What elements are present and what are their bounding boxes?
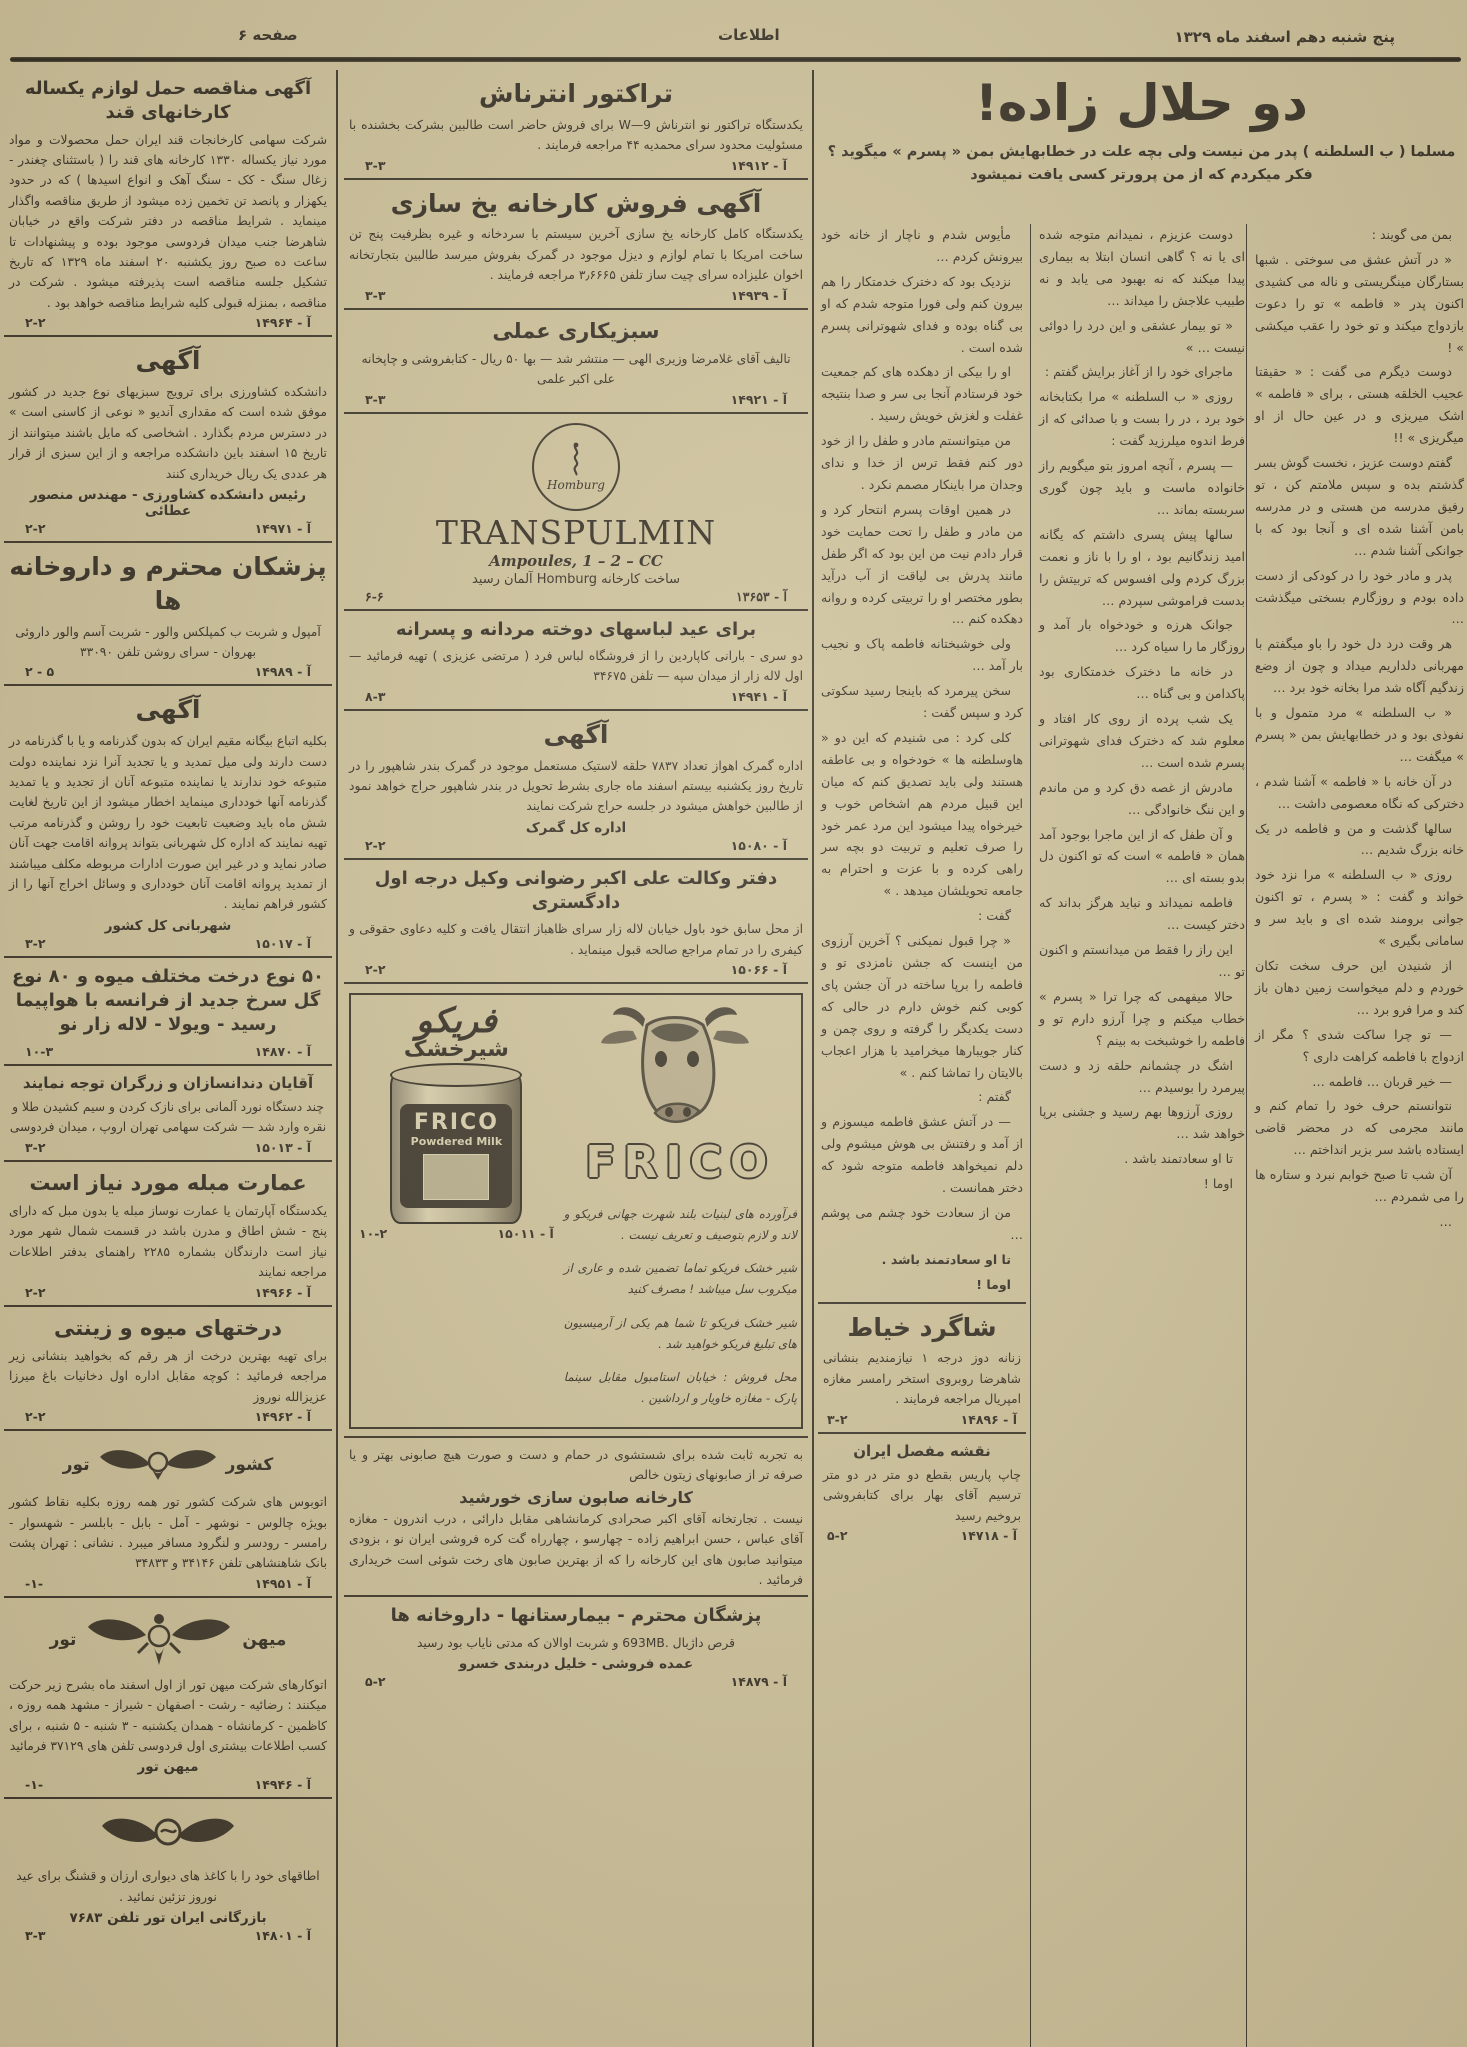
transpulmin-wordmark: TRANSPULMIN bbox=[435, 512, 717, 552]
paragraph: نتوانستم حرف خود را تمام کنم و مانند مجرمی که در محضر قاضی ایستاده باشد سر بزیر انداختم … bbox=[1255, 1098, 1464, 1158]
ad-body: اتوبوس های شرکت کشور تور همه روزه بکلیه نقاط کشور بویژه چالوس - نوشهر - آمل - بابل - بابلسر - شهسوار - رامسر - رودسر و لنگرود مسافر میبرد . نشانی : تهران پشت بانک شاهنشاهی تلفن ۳۴۱۴۶ و ۳۴۸۳۳ bbox=[9, 1495, 327, 1571]
ad-ref-number: آ - ۱۴۷۱۸ bbox=[960, 1528, 1017, 1544]
paragraph: — پسرم ، آنچه امروز بتو میگویم راز خانواده ماست و باید چون گوری سربسته بماند … bbox=[1039, 458, 1245, 517]
ad-ref-number: آ - ۱۳۶۵۳ bbox=[736, 588, 787, 604]
ad-footer bbox=[349, 390, 803, 407]
homburg-script: Homburg bbox=[547, 477, 605, 492]
paragraph: من میتوانستم مادر و طفل را از خود دور کنم فقط ترس از خدا و ندای وجدان مرا باینکار مصمم نکرد . bbox=[821, 433, 1023, 492]
ad-run-count: ۲-۲ bbox=[25, 1409, 46, 1425]
ad-title: آگهی bbox=[543, 719, 609, 749]
winged-disc-icon bbox=[98, 1810, 238, 1862]
ad-title: برای عید لباسهای دوخته مردانه و پسرانه bbox=[395, 618, 757, 640]
ad-run-count: ۳-۲ bbox=[25, 935, 46, 951]
paragraph: سالها گذشت و من و فاطمه در یک خانه بزرگ شدیم … bbox=[1255, 820, 1464, 858]
ad-signature: رئیس دانشکده کشاورزی - مهندس منصور عطائی bbox=[29, 487, 307, 520]
ad-customs-tire-auction bbox=[344, 711, 808, 860]
ad-run-count: ۳-۳ bbox=[365, 391, 386, 407]
article-header bbox=[820, 70, 1463, 187]
ad-body: برای تهیه بهترین درخت از هر رقم که بخواهید بنشانی زیر مراجعه فرمائید : کوچه مقابل اداره اول دخانیات باغ میرزا عزیزالله نوروز bbox=[9, 1349, 327, 1404]
ad-title: دفتر وکالت علی اکبر رضوانی وکیل درجه اول دادگستری bbox=[374, 867, 778, 914]
ad-body: به تجربه ثابت شده برای شستشوی در حمام و دست و صورت هیچ صابونی بهتر و یا صرفه تر از صابونهای زیتون خالص bbox=[349, 1448, 803, 1483]
paragraph: من از سعادت خود چشم می پوشم … bbox=[821, 1204, 1023, 1242]
ad-fruit-ornamental-trees bbox=[4, 1307, 332, 1432]
ads-column-left bbox=[4, 70, 332, 2043]
ad-footer bbox=[9, 1283, 327, 1300]
ad-footer bbox=[9, 313, 327, 330]
ad-ref-number: آ - ۱۴۹۳۹ bbox=[730, 287, 787, 303]
paragraph: مادرش از غصه دق کرد و من ماندم و این ننگ خانوادگی … bbox=[1039, 779, 1245, 817]
ad-lawyer-office bbox=[344, 860, 808, 984]
ad-title: پزشکان محترم و داروخانه ها bbox=[9, 552, 327, 615]
paragraph: گفتم دوست عزیز ، نخست گوش بسر گذشتم بده و سپس ملامتم کن ، تو رفیق مدرسه من هستی و در مدرسه بامن آشنا شده ای و آنجا بود که با جوانکی آشنا شدم … bbox=[1255, 455, 1464, 558]
ad-ref-number: آ - ۱۴۹۷۱ bbox=[254, 521, 311, 537]
article-column-3-text bbox=[818, 224, 1026, 1246]
ad-footer bbox=[349, 836, 803, 853]
paragraph: شیر خشک فریکو تا شما هم یکی از آرمیسیون های تبلیغ فریکو خواهید شد . bbox=[563, 1315, 797, 1351]
ad-run-count: ۳-۲ bbox=[25, 1139, 46, 1155]
ad-footer bbox=[9, 1574, 327, 1591]
ad-ref-number: آ - ۱۴۹۱۲ bbox=[730, 157, 787, 173]
paragraph: روزی آرزوها بهم رسید و جشنی برپا خواهد شد … bbox=[1039, 1104, 1245, 1142]
ad-body: چاپ پاریس بقطع دو متر در دو متر ترسیم آقای بهار برای کتابفروشی بروخیم رسید bbox=[823, 1467, 1021, 1523]
ad-ref-number: آ - ۱۵۰۱۳ bbox=[254, 1139, 311, 1155]
article-column-2 bbox=[1036, 224, 1248, 2043]
ad-run-count: -۱- bbox=[25, 1777, 44, 1793]
faravahar-icon bbox=[84, 1609, 234, 1671]
paragraph: روزی « ب السلطنه » مرا بکتابخانه خود برد ، در را بست و با صدائی که از فرط اندوه میلرزید گفت : bbox=[1039, 389, 1245, 449]
ad-run-count: ۳-۳ bbox=[365, 157, 386, 173]
paragraph: در آن خانه با « فاطمه » آشنا شدم ، دخترکی که نگاه معصومی داشت … bbox=[1255, 773, 1464, 811]
ad-body: دانشکده کشاورزی برای ترویج سبزیهای نوع جدید در کشور موفق شده است که مقداری آندیو « نوعی از کاسنی است » در دسترس مردم بگذارد . اشخاصی که مایل باشند میتوانند از تاریخ ۱۵ اسفند باین دانشکده مراجعه و از این سبزی از قرار هر عددی یک ریال خریداری کنند bbox=[9, 385, 327, 481]
ad-title: سبزیکاری عملی bbox=[492, 318, 660, 343]
article-headline: دو حلال زاده! bbox=[975, 74, 1308, 132]
paragraph: محل فروش : خیابان استامبول مقابل سینما پارک - مغازه خاویار و ارداشین . bbox=[563, 1369, 797, 1405]
paragraph: نزدیک بود که دخترک خدمتکار را هم بیرون کنم ولی فورا متوجه شدم که او بی گناه بوده و فدای شهوترانی پسرم شده است . bbox=[821, 273, 1023, 355]
ad-title: ۵۰ نوع درخت مختلف میوه و ۸۰ نوع گل سرخ جدید از فرانسه با هواپیما رسید - ویولا - لاله زار نو bbox=[12, 965, 324, 1036]
article-column-1 bbox=[1252, 224, 1467, 2043]
ad-title: درختهای میوه و زینتی bbox=[53, 1315, 283, 1340]
paragraph: از شنیدن این حرف سخت تکان خوردم و دلم میخواست زمین دهان باز کند و مرا فرو برد … bbox=[1255, 958, 1464, 1017]
ad-footer bbox=[9, 519, 327, 536]
paragraph: آن شب تا صبح خوابم نبرد و ستاره ها را می شمردم … bbox=[1255, 1167, 1464, 1205]
ad-run-count: ۲-۲ bbox=[25, 1284, 46, 1300]
ad-run-count: ۶-۶ bbox=[365, 588, 384, 604]
paragraph: « ب السلطنه » مرد متمول و با نفوذی بود و در خطابهایش بمن « پسرم » میگفت … bbox=[1255, 705, 1464, 764]
ad-tailor-apprentice bbox=[818, 1302, 1026, 1434]
ad-keshvar-tour-bus bbox=[4, 1431, 332, 1598]
ad-iran-map bbox=[818, 1434, 1026, 1548]
paper-name: اطلاعات bbox=[718, 26, 780, 44]
can-subtitle: Powdered Milk bbox=[410, 1135, 503, 1149]
paragraph: دوست عزیزم ، نمیدانم متوجه شده ای یا نه ؟ گاهی انسان ابتلا به بیماری پیدا میکند که نه بهبود می یابد و نه طبیب علاجش را میداند … bbox=[1039, 227, 1245, 308]
ad-ref-number: آ - ۱۵۰۸۰ bbox=[730, 837, 787, 853]
ad-footer bbox=[355, 1226, 558, 1241]
ad-body: یکدستگاه آپارتمان یا عمارت نوساز مبله یا بدون مبل که دارای پنج - شش اطاق و مدرن باشد در قسمت شمال شهر مورد نیاز است دارندگان بشماره ۲۲۸۵ راهنمای بدفتر اطلاعات مراجعه نمایند bbox=[9, 1204, 327, 1280]
paragraph: روزی « ب السلطنه » مرا نزد خود خواند و گفت : « پسرم ، تو اکنون جوانی برومند شده ای و باید سر و سامانی بگیری » bbox=[1255, 867, 1464, 949]
paragraph: « تو بیمار عشقی و این درد را دوائی نیست … » bbox=[1039, 317, 1245, 355]
ad-signature: عمده فروشی - خلیل دربندی خسرو bbox=[458, 1656, 694, 1673]
paragraph: دوست دیگرم می گفت : « حقیقتا عجیب الخلقه هستی ، برای « فاطمه » اشک میریزی و در عین حال از او میگریزی » !! bbox=[1255, 364, 1464, 446]
transpulmin-made-in: ساخت کارخانه Homburg آلمان رسید bbox=[472, 571, 680, 587]
ad-body: قرص داژبال ‎693MB.‎ و شربت اوالان که مدتی نایاب بود رسید bbox=[416, 1635, 736, 1650]
ad-sugar-tender bbox=[4, 70, 332, 337]
ad-signature: بازرگانی ایران تور تلفن ۷۶۸۳ bbox=[69, 1910, 267, 1927]
ad-run-count: ۲-۲ bbox=[25, 521, 46, 537]
frico-copy bbox=[564, 1204, 797, 1409]
paragraph: و آن طفل که از این ماجرا بوجود آمد همان « فاطمه » است که تو اکنون دل بدو بسته ای … bbox=[1039, 826, 1245, 886]
ad-ref-number: آ - ۱۴۹۲۱ bbox=[730, 391, 787, 407]
ad-ref-number: آ - ۱۴۹۵۱ bbox=[254, 1575, 311, 1591]
ad-body: بکلیه اتباع بیگانه مقیم ایران که بدون گذرنامه و یا با گذرنامه در دست دارند ولی میل تمدید و یا تجدید آنرا نزد نماینده دولت متبوعه خود ندارند یا نماینده متبوعه آنان از تجدید و یا تمدید گذرنامه آنها خودداری مینماید اخطار میشود از این تاریخ لغایت شش ماه باید وضعیت تابعیت خود را روشن و گذرنامه مرتب تهیه نمایند که اداره کل شهربانی بتواند پروانه اقامت جهت آنان صادر نماید و در غیر این صورت ادارات مربوطه مکلف میباشند از تمدید پروانه اقامت آنان خودداری و وسائل اخراج آنها را از کشور فراهم نمایند . bbox=[9, 734, 327, 912]
ad-title: آگهی مناقصه حمل لوازم یکساله کارخانهای قند bbox=[24, 78, 312, 124]
frico-can-illustration bbox=[390, 1070, 522, 1224]
paragraph: تا او سعادتمند باشد . bbox=[1124, 1151, 1233, 1167]
frico-outline-logo: FRICO bbox=[585, 1137, 776, 1189]
ad-body: اتوکارهای شرکت میهن تور از اول اسفند ماه بشرح زیر حرکت میکنند : رضائیه - رشت - اصفهان - شیراز - مشهد همه روزه ، کاظمین - کرمانشاه - همدان یکشنبه - ۳ شنبه - ۵ شنبه ، برای کسب اطلاعات بیشتری اول فردوسی تلفن های ۳۷۱۲۹ فرمائید bbox=[9, 1677, 327, 1754]
can-label-window bbox=[423, 1154, 489, 1200]
paragraph: فرآورده های لبنیات بلند شهرت جهانی فریکو و لاند و لازم بتوصیف و تعریف نیست . bbox=[563, 1206, 797, 1243]
ad-ref-number: آ - ۱۴۸۷۰ bbox=[254, 1043, 311, 1059]
ad-pharma-wholesale bbox=[344, 1597, 808, 1694]
paragraph: — تو چرا ساکت شدی ؟ مگر از ازدواج با فاطمه کراهت داری ؟ bbox=[1255, 1026, 1464, 1064]
winged-globe-icon bbox=[98, 1442, 218, 1488]
ad-frico-milk bbox=[344, 984, 808, 1438]
ad-footer bbox=[349, 960, 803, 977]
paragraph: مأیوس شدم و ناچار از خانه خود بیرونش کردم … bbox=[821, 227, 1023, 264]
ad-body: از محل سابق خود باول خیابان لاله زار سرای ظاهباز انتقال یافت و کلیه دعاوی حقوقی و کیفری را در تمام مراجع صالحه قبول مینماید . bbox=[349, 922, 803, 957]
ad-ref-number: آ - ۱۴۹۸۹ bbox=[254, 664, 311, 680]
paragraph: — خیر قربان … فاطمه … bbox=[1312, 1073, 1452, 1089]
ad-footer bbox=[823, 1410, 1021, 1427]
column-rule bbox=[336, 70, 338, 2047]
transpulmin-dose: Ampoules, 1 – 2 – CC bbox=[489, 551, 663, 570]
ad-run-count: ۲-۲ bbox=[365, 962, 386, 978]
ad-body: آمپول و شربت ب کمپلکس والور - شربت آسم والور داروئی بهروان - سرای روشن تلفن ۳۳۰۹۰ bbox=[15, 624, 321, 659]
paragraph: … bbox=[1439, 1213, 1452, 1229]
paragraph: گفتم : bbox=[978, 1089, 1011, 1105]
article-subhead: مسلما ( ب السلطنه ) پدر من نیست ولی بچه علت در خطابهایش بمن « پسرم » میگوید ؟ bbox=[827, 144, 1456, 160]
cow-head-illustration bbox=[585, 1116, 775, 1135]
ad-ref-number: آ - ۱۴۸۰۱ bbox=[254, 1928, 311, 1944]
iran-tour-emblem-row bbox=[9, 1810, 327, 1862]
column-rule bbox=[812, 70, 814, 2047]
paragraph: بمن می گویند : bbox=[1371, 227, 1452, 242]
paragraph: این راز را فقط من میدانستم و اکنون تو … bbox=[1039, 942, 1245, 979]
ad-run-count: -۱- bbox=[25, 1575, 44, 1591]
ad-furnished-building-wanted bbox=[4, 1162, 332, 1307]
ad-body: زنانه دوز درجه ۱ نیازمندیم بنشانی شاهرضا روبروی استخر رامسر مغازه امپریال مراجعه فرمایند . bbox=[823, 1351, 1021, 1407]
ad-footer bbox=[349, 687, 803, 704]
article-ending bbox=[818, 1249, 1026, 1296]
ad-doctors-pharmacies bbox=[4, 543, 332, 686]
caduceus-icon bbox=[563, 442, 589, 476]
ad-title: آگهی bbox=[135, 346, 201, 376]
ad-run-count: ۵-۲ bbox=[827, 1528, 848, 1544]
page-date: پنج شنبه دهم اسفند ماه ۱۳۲۹ bbox=[1174, 28, 1395, 46]
ad-footer bbox=[349, 156, 803, 173]
ad-body: نیست . تجارتخانه آقای اکبر صحرادی کرمانشاهی مقابل دارائی ، درب اندرون - مغازه آقای عباس ، حسن ابراهیم زاده - چهارسو ، چهارراه گت کره فروشی ایران نو ، بزودی میتوانید صابون های این کارخانه را که از بهترین صابون های رخت شوئی است خریداری فرمائید . bbox=[349, 1511, 803, 1588]
ad-ref-number: آ - ۱۴۹۶۶ bbox=[254, 1284, 311, 1300]
ad-ref-number: آ - ۱۴۸۹۶ bbox=[960, 1411, 1017, 1427]
paragraph: فاطمه نمیداند و نباید هرگز بداند که دختر کیست … bbox=[1039, 895, 1245, 933]
ad-body: یکدستگاه تراکتور نو انترناش W—9 برای فروش حاضر است طالبین بشرکت بخشنده با مسئولیت محدود سرای محمدیه ۴۴ مراجعه فرمایند . bbox=[349, 117, 803, 153]
ad-footer bbox=[349, 286, 803, 303]
brand-word: تور bbox=[62, 1455, 90, 1476]
paragraph: ماجرای خود را از آغاز برایش گفتم : bbox=[1044, 364, 1233, 380]
ad-ref-number: آ - ۱۵۰۱۱ bbox=[497, 1226, 554, 1242]
ad-run-count: ۳-۲ bbox=[827, 1411, 848, 1427]
ad-run-count: ۳-۳ bbox=[25, 1928, 46, 1944]
ad-title: آقایان دندانسازان و زرگران توجه نمایند bbox=[22, 1073, 314, 1092]
ad-run-count: ۱۰-۳ bbox=[25, 1043, 54, 1059]
ad-run-count: ۲-۲ bbox=[365, 837, 386, 853]
ad-police-passport-notice bbox=[4, 686, 332, 957]
ad-eid-clothes bbox=[344, 611, 808, 711]
ad-footer bbox=[9, 662, 327, 679]
frico-script-sub: شیرخشک bbox=[403, 1037, 509, 1063]
ad-footer bbox=[349, 587, 803, 604]
ad-trees-from-france bbox=[4, 958, 332, 1066]
ad-run-count: ۳-۳ bbox=[365, 287, 386, 303]
ad-footer bbox=[9, 1775, 327, 1792]
ad-footer bbox=[823, 1526, 1021, 1543]
ad-footer bbox=[9, 934, 327, 951]
ad-run-count: ۵-۲ bbox=[365, 1674, 386, 1690]
can-brand: FRICO bbox=[413, 1110, 499, 1136]
paragraph: در خانه ما دخترک خدمتکاری بود پاکدامن و بی گناه … bbox=[1039, 664, 1245, 702]
ad-run-count: ۵ - ۲ bbox=[25, 664, 55, 680]
ad-signature: میهن تور bbox=[137, 1759, 199, 1776]
article-subhead: فکر میکردم که از من پرورتر کسی یافت نمیشود bbox=[970, 167, 1313, 184]
paragraph: گفت : bbox=[978, 908, 1011, 924]
paragraph: حالا میفهمی که چرا ترا « پسرم » خطاب میکنم و چرا آرزو دارم تو و فاطمه را خوشبخت به بینم ؟ bbox=[1039, 988, 1245, 1048]
ad-body: یکدستگاه کامل کارخانه یخ سازی آخرین سیستم با سردخانه و غیره بظرفیت پنج تن ساخت امریکا با تمام لوازم و دیزل موجود در گمرک بفروش میرسد طالبین بتجارتخانه اخوان علیزاده سرای چیت ساز تلفن ۳٫۶۶۶۵ مراجعه فرمایند . bbox=[349, 227, 803, 283]
ad-agriculture-college bbox=[4, 337, 332, 543]
ad-soap-factory bbox=[344, 1438, 808, 1597]
ad-title: تراکتور انترناش bbox=[478, 79, 673, 108]
paragraph: اشگ در چشمانم حلقه زد و دست پیرمرد را بوسیدم … bbox=[1039, 1057, 1245, 1095]
ad-run-count: ۱۰-۲ bbox=[359, 1226, 388, 1242]
ad-footer bbox=[9, 1926, 327, 1943]
ad-title: نقشه مفصل ایران bbox=[853, 1441, 991, 1460]
ad-title: عمارت مبله مورد نیاز است bbox=[29, 1170, 307, 1195]
ad-title: شاگرد خیاط bbox=[847, 1312, 997, 1342]
paragraph: اوما ! bbox=[976, 1276, 1011, 1292]
mihan-tour-emblem-row bbox=[9, 1609, 327, 1671]
ad-footer bbox=[9, 1407, 327, 1424]
ad-body: دو سری - بارانی کاپاردین را از فروشگاه لباس فرد ( مرتضی عزیزی ) تهیه فرمائید — اول لاله زار از میدان سپه — تلفن ۳۴۶۷۵ bbox=[349, 648, 803, 684]
ad-run-count: ۸-۳ bbox=[365, 688, 386, 704]
keshvar-tour-emblem-row bbox=[9, 1442, 327, 1488]
ad-body: چند دستگاه نورد آلمانی برای نازک کردن و سیم کشیدن طلا و نقره وارد شد — شرکت سهامی تهران اروپ ، میدان فردوسی bbox=[9, 1099, 327, 1135]
ad-dentists-goldsmiths bbox=[4, 1066, 332, 1162]
ad-title: آگهی bbox=[135, 695, 201, 725]
brand-word: کشور bbox=[225, 1455, 274, 1476]
ad-ref-number: آ - ۱۴۸۷۹ bbox=[730, 1674, 787, 1690]
paragraph: « در آتش عشق می سوختی . شبها بستارگان مینگریستی و ناله می کشیدی اکنون پدر « فاطمه » تو را دعوت بازدواج میکند و تو خود را عقب میکشی » ! bbox=[1255, 251, 1464, 355]
ad-footer bbox=[9, 1138, 327, 1155]
ad-ref-number: آ - ۱۴۹۴۶ bbox=[254, 1777, 311, 1793]
paragraph: سالها پیش پسری داشتم که یگانه امید زندگانیم بود ، او را با ناز و نعمت بزرگ کردم ولی افسوس که تربیتش را بدست فراموشی سپردم … bbox=[1039, 526, 1245, 608]
ad-vegetable-book bbox=[344, 310, 808, 414]
ad-body: تالیف آقای غلامرضا وزیری الهی — منتشر شد — بها ۵۰ ریال - کتابفروشی و چاپخانه علی اکبر علمی bbox=[361, 351, 791, 387]
ad-title: آگهی فروش کارخانه یخ سازی bbox=[390, 188, 762, 218]
ad-footer bbox=[9, 1042, 327, 1059]
ad-footer bbox=[349, 1672, 803, 1689]
ad-run-count: ۲-۲ bbox=[25, 315, 46, 331]
soap-factory-name: کارخانه صابون سازی خورشید bbox=[459, 1487, 693, 1507]
paragraph: شیر خشک فریکو تماما تضمین شده و عاری از میکروب سل میباشد ! مصرف کنید bbox=[563, 1261, 797, 1297]
paragraph: — در آتش عشق فاطمه میسوزم و از آمد و رفتنش بی هوش میشوم ولی دلم نمیخواهد فاطمه متوجه شود که دختر همانست . bbox=[821, 1114, 1023, 1196]
ad-ref-number: آ - ۱۴۹۶۲ bbox=[254, 1409, 311, 1425]
homburg-logo bbox=[532, 423, 620, 511]
ad-tractor-internash bbox=[344, 70, 808, 180]
paragraph: کلی کرد : می شنیدم که این دو « هاوسلطنه ها » خودخواه و بی عاطفه هستند ولی باید تصدیق کنم که میان این قبیل مردم هم اشخاص خوب و خیرخواه پیدا میشود این مرد عمر خود را صرف تعلیم و تربیت دو بچه سر راهی کرده و با عزت و احترام به جامعه تحویلشان میدهد . » bbox=[821, 729, 1023, 899]
ad-ref-number: آ - ۱۴۹۶۴ bbox=[254, 315, 311, 331]
paragraph: او را بیکی از دهکده های کم جمعیت خود فرستادم آنجا بی سر و صدا بنتیجه غفلت و لغزش خویش رسید . bbox=[821, 364, 1023, 424]
paragraph: اوما ! bbox=[1203, 1176, 1233, 1192]
paragraph: ولی خوشبختانه فاطمه پاک و نجیب بار آمد … bbox=[821, 636, 1023, 674]
ad-body: شرکت سهامی کارخانجات قند ایران حمل محصولات و مواد مورد نیاز یکساله ۱۳۳۰ کارخانه های قند را ( باستثنای چغندر - زغال سنگ - کک - سنگ آهک و انواع اسیدها ) که در حدود یکهزار و پانصد تن تخمین زده میشود از طریق مناقصه واگذار مینماید . شرایط مناقصه در دفتر شرکت واقع در خیابان شاهرضا جنب میدان فردوسی موجود بوده و پیشنهادات تا ساعت ده صبح روز یکشنبه ۲۰ اسفند ماه ۱۳۲۹ که تاریخ تشکیل جلسه مناقصه است پذیرفته میشود . شرکت در مناقصه ، بمنزله قبولی کلیه شرایط مناقصه خواهد بود . bbox=[9, 132, 328, 310]
paragraph: هر وقت درد دل خود را باو میگفتم با مهربانی دلداریم میداد و چون از وضع زندگیم آگاه شد مرا بخانه خود برد … bbox=[1255, 636, 1464, 696]
paragraph: در همین اوقات پسرم انتحار کرد و من مادر و طفل را تحت حمایت خود قرار دادم نیت من این بود که اگر طفل مانند پدرش بی لیاقت از آب درآید بطور مختصر او را تربیتی کرده و روانه دهکده کنم … bbox=[821, 501, 1023, 627]
paragraph: سخن پیرمرد که باینجا رسید سکوتی کرد و سپس گفت : bbox=[821, 683, 1023, 721]
ad-ref-number: آ - ۱۵۰۱۷ bbox=[254, 935, 311, 951]
ads-column-middle bbox=[344, 70, 808, 2043]
paragraph: یک شب پرده از روی کار افتاد و معلوم شد که دخترک فدای شهوترانی پسرم شده است … bbox=[1039, 711, 1245, 770]
frico-script-title: فریکو bbox=[415, 1001, 497, 1042]
ad-ice-factory-sale bbox=[344, 180, 808, 310]
ad-body: اداره گمرک اهواز تعداد ۷۸۳۷ حلقه لاستیک مستعمل موجود در گمرک بندر شاهپور را در تاریخ روز یکشنبه بیستم اسفند ماه جاری بشرط تحویل در بندر شاهپور حراج خواهد نمود از طالبین خواهش میشود در جلسه حراج شرکت نمایند bbox=[349, 758, 804, 814]
ad-iran-tour-wallpaper bbox=[4, 1799, 332, 1948]
ad-signature: شهربانی کل کشور bbox=[104, 917, 232, 934]
paragraph: جوانک هرزه و خودخواه بار آمد و روزگار ما را سیاه کرد … bbox=[1039, 617, 1245, 655]
ad-ref-number: آ - ۱۵۰۶۶ bbox=[730, 962, 787, 978]
brand-word: تور bbox=[49, 1629, 77, 1650]
ad-transpulmin bbox=[344, 414, 808, 611]
paragraph: پدر و مادر خود را در کودکی از دست داده بودم و روزگارم بسختی میگذشت … bbox=[1255, 567, 1464, 627]
ad-body: اطاقهای خود را با کاغذ های دیواری ارزان و قشنگ برای عید نوروز تزئین نمائید . bbox=[16, 1869, 320, 1904]
brand-word: میهن bbox=[242, 1629, 287, 1650]
article-column-3 bbox=[818, 224, 1026, 2043]
ad-title: پزشگان محترم - بیمارستانها - داروخانه ها bbox=[390, 1605, 762, 1627]
column-rule bbox=[1030, 224, 1031, 2047]
ad-signature: اداره کل گمرک bbox=[525, 819, 627, 836]
paragraph: تا او سعادتمند باشد . bbox=[881, 1251, 1011, 1267]
ad-mihan-tour-bus bbox=[4, 1598, 332, 1800]
page-number: صفحه ۶ bbox=[238, 26, 298, 44]
masthead-rule bbox=[10, 57, 1461, 62]
paragraph: « چرا قبول نمیکنی ؟ آخرین آرزوی من اینست که جشن نامزدی تو و فاطمه را برپا ساخته در آن جشن پای کوبی کنم خوش دارم در حالی که دست یکدیگر را گرفته و روی چمن و کنار جویبارها میخرامید با هزار اعجاب بالایتان را تماشا کنم . » bbox=[821, 933, 1023, 1080]
ad-ref-number: آ - ۱۴۹۴۱ bbox=[730, 688, 787, 704]
